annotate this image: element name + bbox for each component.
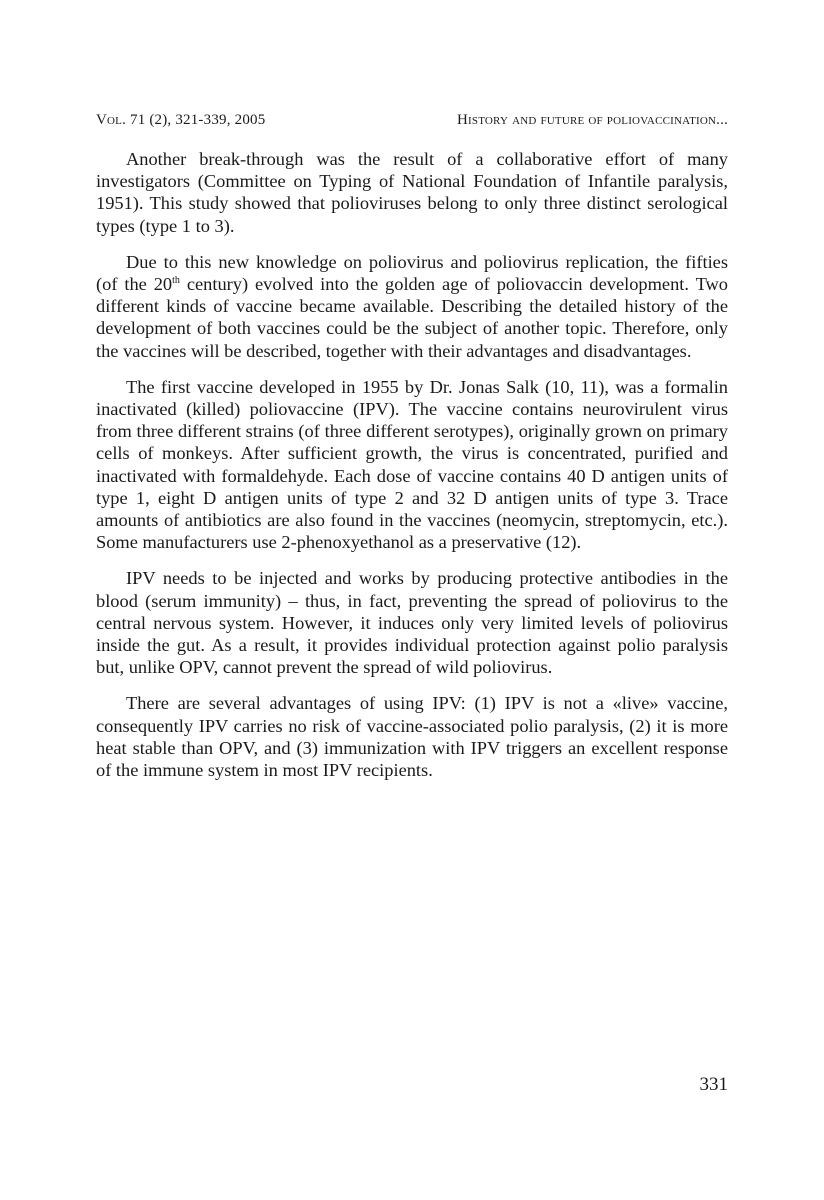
running-header <box>96 112 728 129</box>
running-header-citation: Vol. 71 (2), 321-339, 2005 <box>96 112 266 128</box>
paragraph-ipv-advantages: There are several advantages of using IPV: (1) IPV is not a «live» vaccine, consequently IPV carries no risk of vaccine-associated polio paralysis, (2) it is more heat stable than OPV, and (3) immunization with IPV triggers an excellent response of the immune system in most IPV recipients. <box>96 693 728 781</box>
page-number: 331 <box>699 1074 728 1095</box>
paragraph-ipv-mechanism: IPV needs to be injected and works by producing protective antibodies in the blood (serum immunity) – thus, in fact, preventing the spread of poliovirus to the central nervous system. However, it induces only very limited levels of poliovirus inside the gut. As a result, it provides individual protection against polio paralysis but, unlike OPV, cannot prevent the spread of wild poliovirus. <box>96 568 728 678</box>
paragraph-golden-age <box>96 251 728 362</box>
running-header-title: History and future of poliovaccination... <box>456 112 728 128</box>
ordinal-superscript: th <box>172 274 180 286</box>
paragraph-serotypes: Another break-through was the result of a collaborative effort of many investigators (Committee on Typing of National Foundation of Infantile paralysis, 1951). This study showed that polioviruses belong to only three distinct serological types (type 1 to 3). <box>96 149 728 236</box>
article-body <box>96 148 728 795</box>
paragraph-salk-vaccine: The first vaccine developed in 1955 by Dr. Jonas Salk (10, 11), was a formalin inactivated (killed) poliovaccine (IPV). The vaccine contains neurovirulent virus from three different strains (of three different serotypes), originally grown on primary cells of monkeys. After sufficient growth, the virus is concentrated, purified and inactivated with formaldehyde. Each dose of vaccine contains 40 D antigen units of type 1, eight D antigen units of type 2 and 32 D antigen units of type 3. Trace amounts of antibiotics are also found in the vaccines (neomycin, streptomycin, etc.). Some manufacturers use 2-phenoxyethanol as a preservative (12). <box>96 376 728 553</box>
paragraph-golden-age-part-1: Due to this new knowledge on poliovirus and poliovirus replication, the fifties (of the 20 <box>96 251 728 295</box>
paragraph-golden-age-part-2: century) evolved into the golden age of poliovaccin development. Two different kinds of vaccine became available. Describing the detailed history of the development of both vaccines could be the subject of another topic. Therefore, only the vaccines will be described, together with their advantages and disadvantages. <box>96 274 729 361</box>
